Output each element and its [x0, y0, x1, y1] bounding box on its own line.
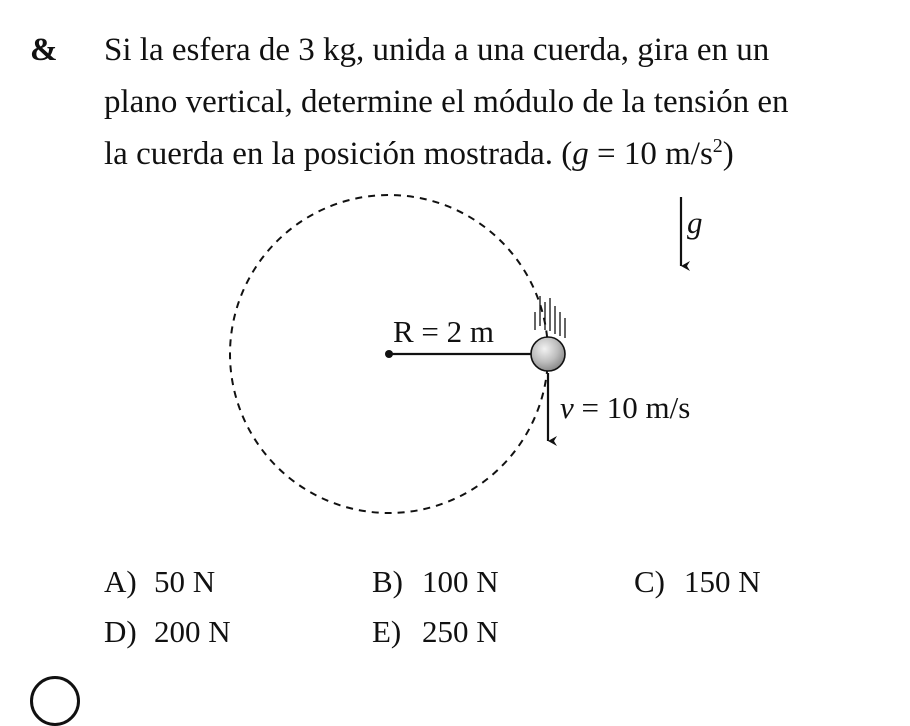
velocity-symbol: v	[560, 390, 574, 425]
option-e-value: 250 N	[422, 614, 499, 649]
option-e[interactable]	[372, 612, 499, 652]
statement-line-3-end: )	[722, 136, 734, 172]
option-c[interactable]	[634, 562, 761, 602]
gravity-symbol-inline: g	[572, 136, 589, 172]
option-a-value: 50 N	[154, 564, 216, 599]
velocity-value: = 10 m/s	[573, 390, 691, 425]
option-a[interactable]	[104, 562, 215, 602]
unit-exponent: 2	[712, 135, 723, 157]
statement-line-1: Si la esfera de 3 kg, unida a una cuerda, gira en un	[104, 32, 770, 68]
gravity-value: = 10 m/s	[588, 136, 713, 172]
next-problem-marker-icon	[30, 676, 80, 726]
problem-marker: &	[30, 32, 58, 68]
statement-line-3-start: la cuerda en la posición mostrada. (	[104, 136, 573, 172]
gravity-label: g	[687, 205, 703, 240]
option-b[interactable]	[372, 562, 499, 602]
option-b-value: 100 N	[422, 564, 499, 599]
option-e-letter: E)	[372, 614, 402, 649]
radius-label: R = 2 m	[393, 314, 495, 349]
motion-lines	[535, 296, 565, 338]
option-d-letter: D)	[104, 614, 137, 649]
option-d-value: 200 N	[154, 614, 231, 649]
option-c-value: 150 N	[684, 564, 761, 599]
velocity-label	[560, 390, 690, 425]
statement-line-2: plano vertical, determine el módulo de la tensión en	[104, 84, 789, 120]
option-b-letter: B)	[372, 564, 403, 599]
option-c-letter: C)	[634, 564, 665, 599]
option-a-letter: A)	[104, 564, 137, 599]
option-d[interactable]	[104, 612, 231, 652]
sphere	[531, 337, 565, 371]
